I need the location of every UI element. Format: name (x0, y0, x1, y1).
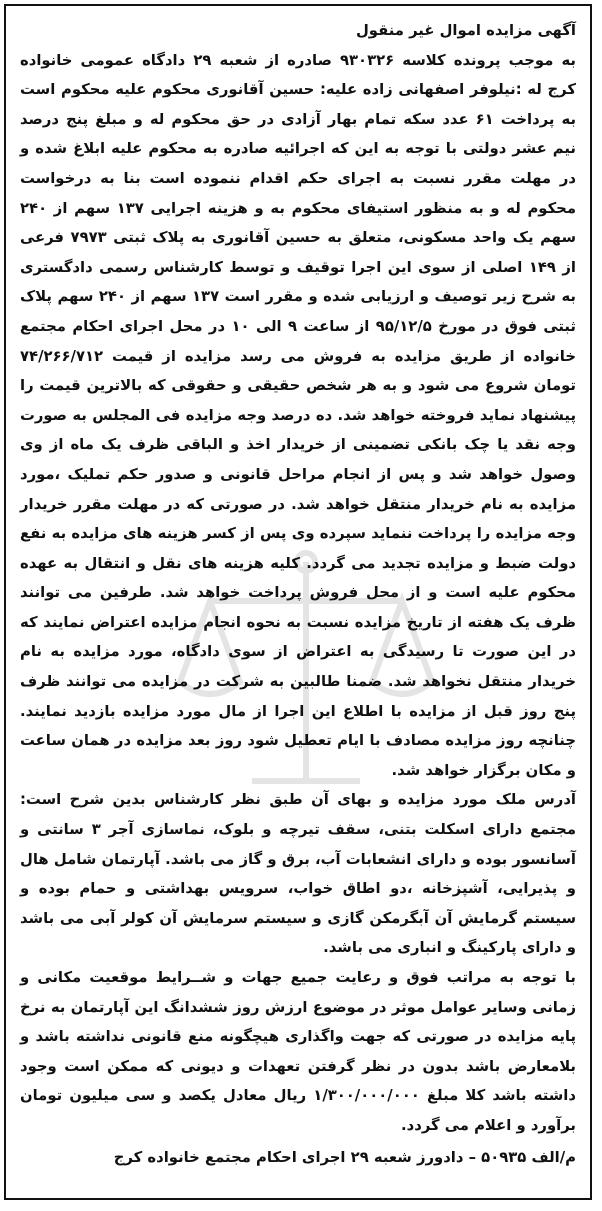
notice-body (20, 16, 576, 1172)
notice-frame (4, 4, 592, 1200)
notice-title: آگهی مزایده اموال غیر منقول (355, 22, 576, 39)
notice-paragraph-3: با توجه به مراتب فوق و رعایت جمیع جهات و شــرایط موقعیت مکانی و زمانی وسایر عوامل موثر در موضوع ارزش روز ششدانگ این آپارتمان به نرخ پایه مزایده در صورتی که جهت واگذاری هیچگونه منع قانونی نداشته باشد و بلامعارض باشد بدون در نظر گرفتن تعهدات و دیونی که ممکن است وجود داشته باشد کلا مبلغ ۱/۳۰۰/۰۰۰/۰۰۰ ریال معادل یکصد و سی میلیون تومان برآورد و اعلام می گردد. (20, 969, 576, 1134)
notice-paragraph-1: به موجب پرونده کلاسه ۹۳۰۳۲۶ صادره از شعبه ۲۹ دادگاه عمومی خانواده کرج له :نیلوفر اصفهانی زاده علیه: حسین آقانوری محکوم علیه محکوم است به پرداخت ۶۱ عدد سکه تمام بهار آزادی در حق محکوم له و مبلغ پنج درصد نیم عشر دولتی با توجه به این که اجرائیه صادره به محکوم علیه ابلاغ شده و در مهلت مقرر نسبت به اجرای حکم اقدام ننموده است بنا به درخواست محکوم له و به منظور استیفای محکوم به و هزینه اجرایی ۱۳۷ سهم از ۲۴۰ سهم یک واحد مسکونی، متعلق به حسین آقانوری به پلاک ثبتی ۷۹۷۳ فرعی از ۱۴۹ اصلی از سوی این اجرا توقیف و توسط کارشناس رسمی دادگستری به شرح زیر توصیف و ارزیابی شده و مقرر است ۱۳۷ سهم از ۲۴۰ سهم پلاک ثبتی فوق در مورخ ۹۵/۱۲/۵ از ساعت ۹ الی ۱۰ در محل اجرای احکام مجتمع خانواده از طریق مزایده به فروش می رسد مزایده از قیمت ۷۴/۲۶۶/۷۱۲ تومان شروع می شود و به هر شخص حقیقی و حقوقی که بالاترین قیمت را پیشنهاد نماید فروخته خواهد شد. ده درصد وجه مزایده فی المجلس به صورت وجه نقد یا چک بانکی تضمینی از خریدار اخذ و الباقی ظرف یک ماه از وی وصول خواهد شد و پس از انجام مراحل قانونی و صدور حکم تملیک ،مورد مزایده به نام خریدار منتقل خواهد شد. در صورتی که در مهلت مقرر خریدار وجه مزایده را پرداخت ننماید سپرده وی پس از کسر هزینه های مزایده به نفع دولت ضبط و مزایده تجدید می گردد. کلیه هزینه های نقل و انتقال به عهده محکوم علیه است و از محل فروش پرداخت خواهد شد. طرفین می توانند ظرف یک هفته از تاریخ مزایده نسبت به نحوه انجام مزایده اعتراض نمایند که در این صورت تا رسیدگی به اعتراض از سوی دادگاه، مورد مزایده به نام خریدار منتقل نخواهد شد. ضمنا طالبین به شرکت در مزایده می توانند ظرف پنج روز قبل از مزایده با اطلاع این اجرا از مال مورد مزایده بازدید نمایند. چنانچه روز مزایده مصادف با ایام تعطیل شود روز بعد مزایده در همان ساعت و مکان برگزار خواهد شد. (20, 51, 577, 779)
notice-paragraph-2: آدرس ملک مورد مزایده و بهای آن طبق نظر کارشناس بدین شرح است: مجتمع دارای اسکلت بتنی، سقف تیرچه و بلوک، نماسازی آجر ۳ سانتی و آسانسور بوده و دارای انشعابات آب، برق و گاز می باشد. آپارتمان شامل هال و پذیرایی، آشپزخانه ،دو اطاق خواب، سرویس بهداشتی و حمام بوده و سیستم گرمایش آن آبگرمکن گازی و سیستم سرمایش آن کولر آبی می باشد و دارای پارکینگ و انباری می باشد. (20, 791, 576, 957)
notice-footer: م/الف ۵۰۹۳۵ – دادورز شعبه ۲۹ اجرای احکام مجتمع خانواده کرج (113, 1148, 576, 1166)
